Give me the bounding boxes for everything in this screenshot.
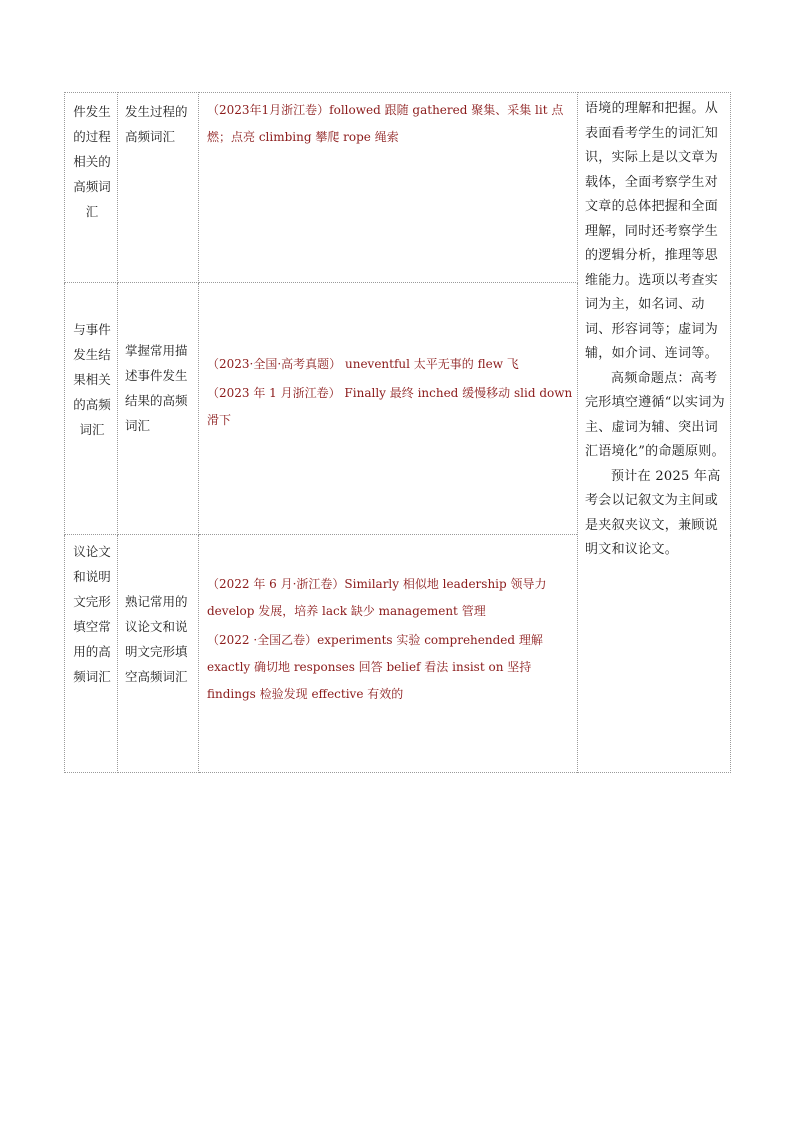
examples-cell xyxy=(199,283,578,535)
examples-cell xyxy=(199,93,578,283)
example-text: （2022 年 6 月·浙江卷）Similarly 相似地 leadership 领导力 develop 发展，培养 lack 缺少 management 管理 xyxy=(207,577,547,618)
examples-cell xyxy=(199,535,578,773)
subcategory-cell xyxy=(118,535,199,773)
category-text: 议论文和说明文完形填空常用的高频词汇 xyxy=(73,544,111,684)
example-text: （2023年1月浙江卷）followed 跟随 gathered 聚集、采集 lit 点燃；点亮 climbing 攀爬 rope 绳索 xyxy=(207,103,564,144)
note-paragraph: 预计在 2025 年高考会以记叙文为主间或是夹叙夹议文，兼顾说明文和议论文。 xyxy=(585,468,721,557)
category-cell xyxy=(65,535,118,773)
table-row xyxy=(65,93,731,283)
subcategory-text: 发生过程的高频词汇 xyxy=(125,104,188,144)
example-text: （2023·全国·高考真题） uneventful 太平无事的 flew 飞 xyxy=(207,357,519,371)
example-text: （2023 年 1 月浙江卷） Finally 最终 inched 缓慢移动 slid down 滑下 xyxy=(207,386,573,427)
category-text: 与事件发生结果相关的高频词汇 xyxy=(73,322,111,437)
notes-cell xyxy=(578,93,731,773)
example-text: （2022 ·全国乙卷）experiments 实验 comprehended 理解 exactly 确切地 responses 回答 belief 看法 insist on 坚持 findings 检验发现 effective 有效的 xyxy=(207,633,543,701)
vocabulary-table xyxy=(64,92,731,773)
subcategory-text: 掌握常用描述事件发生结果的高频词汇 xyxy=(125,343,188,433)
category-text: 件发生的过程相关的高频词汇 xyxy=(73,104,111,219)
subcategory-cell xyxy=(118,283,199,535)
category-cell xyxy=(65,93,118,283)
subcategory-cell xyxy=(118,93,199,283)
subcategory-text: 熟记常用的议论文和说明文完形填空高频词汇 xyxy=(125,594,188,684)
note-paragraph: 高频命题点：高考完形填空遵循“以实词为主、虚词为辅、突出词汇语境化”的命题原则。 xyxy=(585,370,725,459)
category-cell xyxy=(65,283,118,535)
note-paragraph: 语境的理解和把握。从表面看考学生的词汇知识，实际上是以文章为载体，全面考察学生对文章的总体把握和全面理解，同时还考察学生的逻辑分析，推理等思维能力。选项以考查实词为主，如名词、动词、形容词等；虚词为辅，如介词、连词等。 xyxy=(585,101,719,361)
